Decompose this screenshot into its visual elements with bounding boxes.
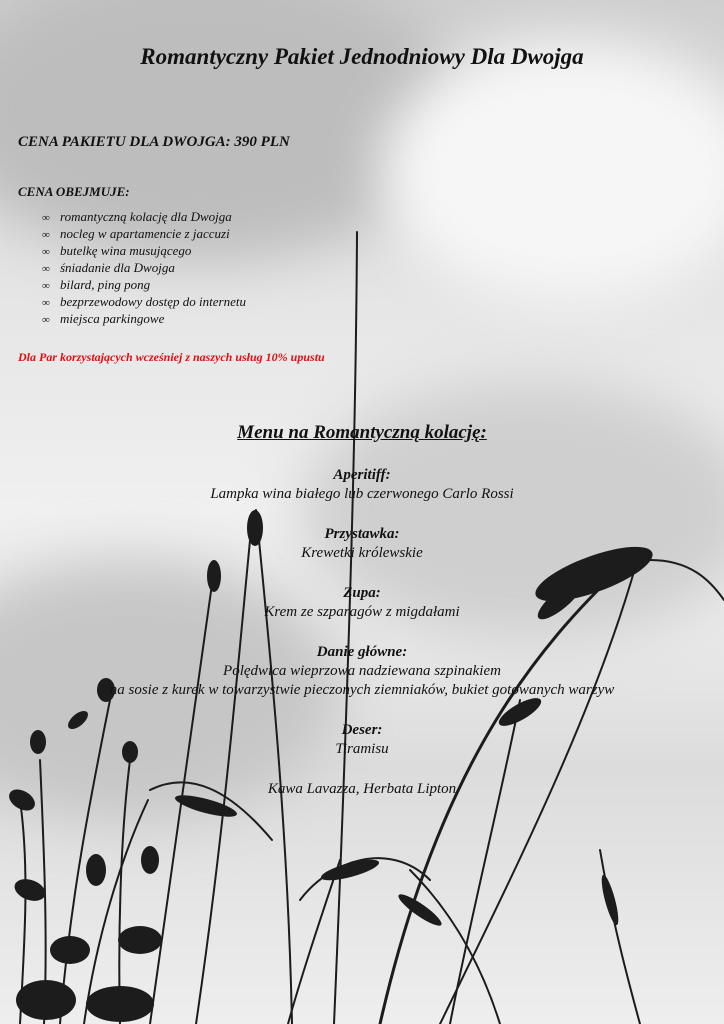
infinity-bullet-icon: ∞	[42, 246, 50, 258]
course-dish: Krewetki królewskie	[301, 545, 423, 561]
course-dish: na sosie z kurek w towarzystwie pieczonych ziemniaków, bukiet gotowanych warzyw	[109, 682, 615, 698]
list-item: ∞ romantyczną kolację dla Dwojga	[42, 208, 246, 225]
infinity-bullet-icon: ∞	[42, 297, 50, 309]
includes-heading: CENA OBEJMUJE:	[18, 184, 130, 199]
menu-heading: Menu na Romantyczną kolację:	[237, 422, 487, 443]
course-name: Aperitiff:	[333, 467, 391, 483]
course-name: Deser:	[341, 722, 383, 738]
course-dish: Kawa Lavazza, Herbata Lipton	[267, 781, 457, 797]
course-dish: Polędwica wieprzowa nadziewana szpinakiem	[223, 663, 501, 679]
menu-course-dessert	[0, 721, 724, 759]
infinity-bullet-icon: ∞	[42, 263, 50, 275]
course-dish: Tiramisu	[335, 741, 389, 757]
course-name: Przystawka:	[324, 526, 400, 542]
list-item: ∞ śniadanie dla Dwojga	[42, 259, 246, 276]
list-item: ∞ bilard, ping pong	[42, 276, 246, 293]
course-name: Zupa:	[343, 585, 381, 601]
package-price: CENA PAKIETU DLA DWOJGA: 390 PLN	[18, 134, 290, 150]
infinity-bullet-icon: ∞	[42, 229, 50, 241]
course-name: Danie główne:	[316, 644, 408, 660]
course-dish: Lampka wina białego lub czerwonego Carlo Rossi	[210, 486, 514, 502]
discount-note: Dla Par korzystających wcześniej z naszych usług 10% upustu	[18, 350, 325, 364]
menu-course-main	[0, 643, 724, 700]
list-item: ∞ miejsca parkingowe	[42, 310, 246, 327]
course-dish: Krem ze szparagów z migdałami	[264, 604, 460, 620]
menu-course-starter	[0, 525, 724, 563]
list-item: ∞ bezprzewodowy dostęp do internetu	[42, 293, 246, 310]
page-title: Romantyczny Pakiet Jednodniowy Dla Dwojga	[140, 44, 584, 69]
menu-course-drinks	[0, 780, 724, 799]
menu-course-soup	[0, 584, 724, 622]
menu-course-aperitif	[0, 466, 724, 504]
infinity-bullet-icon: ∞	[42, 314, 50, 326]
includes-list	[42, 208, 246, 327]
list-item: ∞ nocleg w apartamencie z jaccuzi	[42, 225, 246, 242]
infinity-bullet-icon: ∞	[42, 212, 50, 224]
infinity-bullet-icon: ∞	[42, 280, 50, 292]
list-item: ∞ butelkę wina musującego	[42, 242, 246, 259]
